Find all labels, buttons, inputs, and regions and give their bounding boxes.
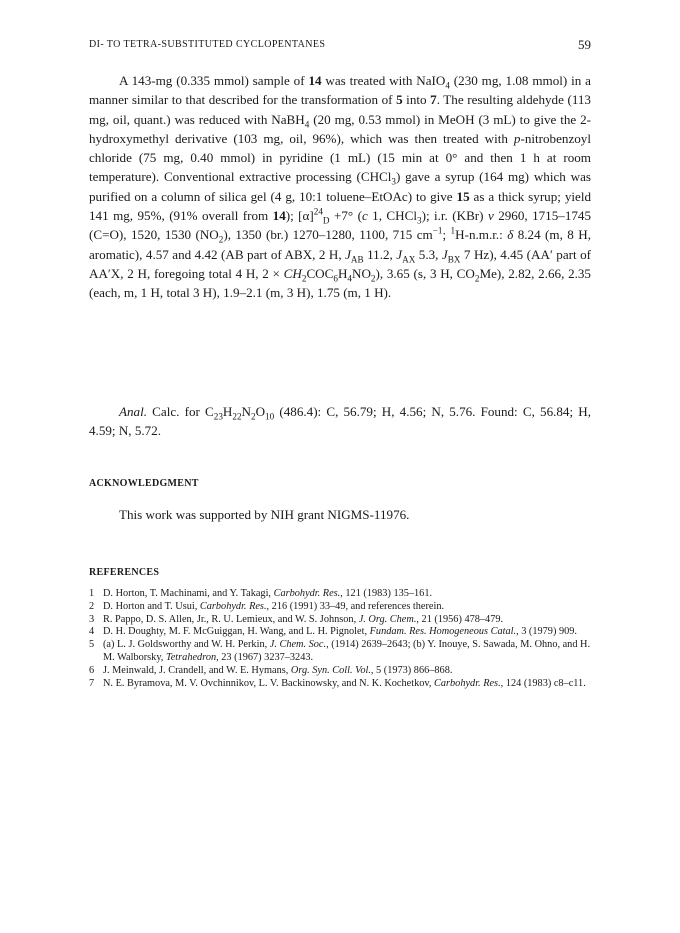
compound-number: 14	[272, 208, 286, 224]
analysis-paragraph: Anal. Calc. for $C_{23}H_{22}N_2O_{10}$ (486.4): C, 56.79; H, 4.56; N, 5.76. Found: C, 56.84; H, 4.59; N, 5.72.	[89, 404, 592, 439]
reference-item: 2 D. Horton and T. Usui, Carbohydr. Res., 216 (1991) 33–49, and references therein.	[89, 600, 445, 612]
experimental-paragraph: A 143-mg (0.335 mmol) sample of 14 was treated with NaIO$_4$ (230 mg, 1.08 mmol) in a manner similar to that described for the transformation of 5 into 7. The resulting aldehyde (113 mg, oil, quant.) was reduced with NaBH$_4$ (20 mg, 0.53 mmol) in MeOH (3 mL) to give the 2-hydroxymethyl derivative (103 mg, oil, 96%), which was then treated with p-nitrobenzoyl chloride (75 mg, 0.40 mmol) in pyridine (1 mL) (15 min at 0° and then 1 h at room temperature). Conventional extractive processing (CHCl$_3$) gave a syrup (164 mg) which was purified on a column of silica gel (4 g, 10:1 toluene–EtOAc) to give 15 as a thick syrup; yield 141 mg, 95%, (91% overall from 14); $[\alpha]^{24}_D +7^\circ$ (c 1, CHCl$_3$); i.r. (KBr) ν 2960, 1715–1745 (C=O), 1520, 1530 $(NO_2)$, 1350 (br.) 1270–1280, 1100, 715 $cm^{-1}$; $^1$H-n.m.r.: δ 8.24 (m, 8 H, aromatic), 4.57 and 4.42 (AB part of ABX, 2 H, $J_{AB}$ 11.2, $J_{AX}$ 5.3, $J_{BX}$ 7 Hz), 4.45 (AA′ part of AA′X, 2 H, foregoing total 4 H, $2 \times CH_2COC_6H_4NO_2$), 3.65 (s, 3 H, $CO_2Me$), 2.82, 2.66, 2.35 (each, m, 1 H, total 3 H), 1.9–2.1 (m, 3 H), 1.75 (m, 1 H).	[89, 73, 592, 301]
compound-number: 14	[308, 73, 322, 88]
reference-item: 5 (a) L. J. Goldsworthy and W. H. Perkin, J. Chem. Soc., (1914) 2639–2643; (b) Y. Inouye, S. Sawada, M. Ohno, and H. M. Walborsky, Tetrahedron, 23 (1967) 3237–3243.	[89, 639, 591, 663]
acknowledgment-heading: ACKNOWLEDGMENT	[89, 478, 199, 489]
compound-number: 7	[430, 92, 437, 108]
reference-number: 5	[89, 639, 95, 651]
reference-item: 3 R. Pappo, D. S. Allen, Jr., R. U. Lemieux, and W. S. Johnson, J. Org. Chem., 21 (1956) 478–479.	[89, 613, 504, 625]
reference-number: 3	[89, 613, 95, 625]
reference-item: 1 D. Horton, T. Machinami, and Y. Takagi, Carbohydr. Res., 121 (1983) 135–161.	[89, 588, 433, 599]
page-number: 59	[578, 37, 591, 52]
reference-item: 7 N. E. Byramova, M. V. Ovchinnikov, L. V. Backinowsky, and N. K. Kochetkov, Carbohydr. Res., 124 (1983) c8–c11.	[89, 677, 586, 689]
acknowledgment-text: This work was supported by NIH grant NIGMS-11976.	[119, 507, 410, 522]
page-header	[89, 37, 591, 55]
reference-number: 2	[89, 600, 95, 612]
references-heading: REFERENCES	[89, 567, 160, 578]
compound-number: 5	[396, 92, 403, 108]
reference-number: 6	[89, 664, 95, 676]
running-title: DI- TO TETRA-SUBSTITUTED CYCLOPENTANES	[89, 39, 326, 50]
reference-number: 1	[89, 588, 95, 599]
reference-item: 6 J. Meinwald, J. Crandell, and W. E. Hymans, Org. Syn. Coll. Vol., 5 (1973) 866–868.	[89, 664, 453, 676]
reference-item: 4 D. H. Doughty, M. F. McGuiggan, H. Wang, and L. H. Pignolet, Fundam. Res. Homogeneous Catal., 3 (1979) 909.	[89, 626, 577, 638]
reference-list	[89, 588, 594, 690]
reference-number: 4	[89, 626, 95, 638]
compound-number: 15	[456, 188, 470, 204]
reference-number: 7	[89, 677, 95, 689]
